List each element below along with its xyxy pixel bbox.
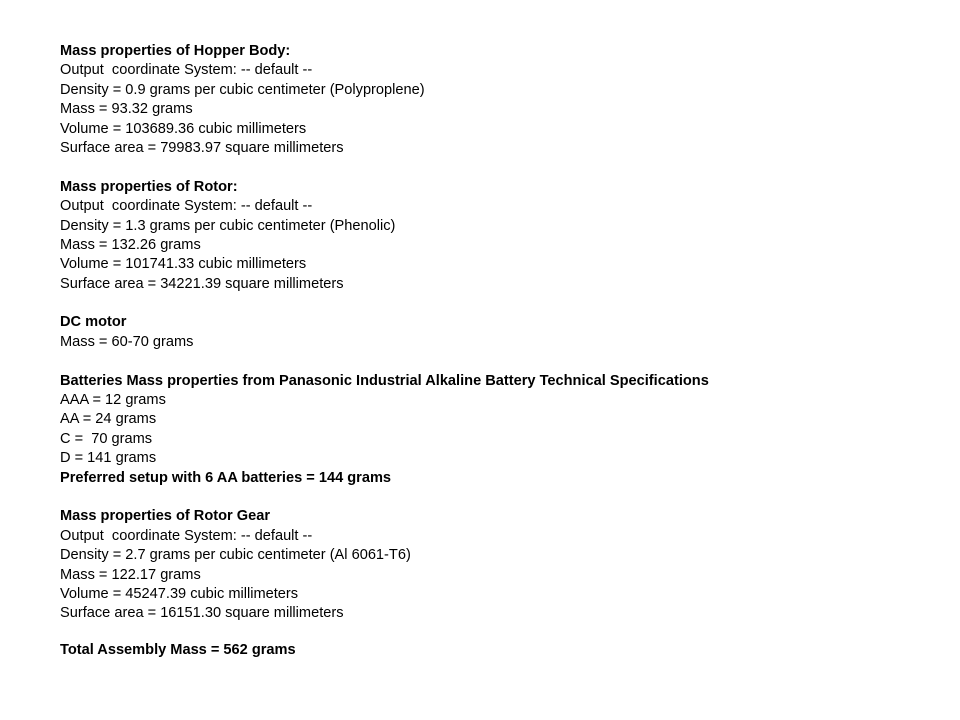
hopper-volume: Volume = 103689.36 cubic millimeters bbox=[60, 120, 307, 137]
total-section bbox=[60, 641, 920, 660]
batteries-section bbox=[60, 372, 920, 488]
hopper-surface-area: Surface area = 79983.97 square millimeters bbox=[60, 139, 344, 156]
hopper-density: Density = 0.9 grams per cubic centimeter (Polyproplene) bbox=[60, 81, 425, 98]
rotor-gear-volume: Volume = 45247.39 cubic millimeters bbox=[60, 585, 299, 602]
dc-motor-title: DC motor bbox=[60, 314, 127, 331]
hopper-body-title: Mass properties of Hopper Body: bbox=[60, 43, 291, 59]
rotor-title: Mass properties of Rotor: bbox=[60, 178, 238, 195]
preferred-battery-setup: Preferred setup with 6 AA batteries = 144 grams bbox=[60, 469, 392, 486]
rotor-coordinate-system: Output coordinate System: -- default -- bbox=[60, 198, 313, 215]
rotor-density: Density = 1.3 grams per cubic centimeter (Phenolic) bbox=[60, 217, 396, 234]
battery-aa-mass: AA = 24 grams bbox=[60, 411, 157, 428]
rotor-volume: Volume = 101741.33 cubic millimeters bbox=[60, 256, 307, 273]
rotor-gear-section bbox=[60, 507, 920, 623]
rotor-gear-title: Mass properties of Rotor Gear bbox=[60, 508, 271, 525]
total-assembly-mass: Total Assembly Mass = 562 grams bbox=[60, 642, 296, 659]
hopper-coordinate-system: Output coordinate System: -- default -- bbox=[60, 62, 313, 79]
battery-d-mass: D = 141 grams bbox=[60, 450, 157, 467]
rotor-gear-mass: Mass = 122.17 grams bbox=[60, 566, 201, 583]
rotor-gear-coordinate-system: Output coordinate System: -- default -- bbox=[60, 527, 313, 544]
battery-c-mass: C = 70 grams bbox=[60, 430, 153, 447]
rotor-surface-area: Surface area = 34221.39 square millimeters bbox=[60, 275, 344, 292]
dc-motor-mass: Mass = 60-70 grams bbox=[60, 333, 194, 350]
batteries-title: Batteries Mass properties from Panasonic Industrial Alkaline Battery Technical Specifications bbox=[60, 372, 709, 389]
rotor-gear-density: Density = 2.7 grams per cubic centimeter (Al 6061-T6) bbox=[60, 547, 411, 564]
mass-properties-text bbox=[60, 42, 920, 661]
hopper-body-section bbox=[60, 42, 920, 158]
rotor-section bbox=[60, 178, 920, 294]
dc-motor-section bbox=[60, 313, 920, 352]
battery-aaa-mass: AAA = 12 grams bbox=[60, 392, 166, 409]
hopper-mass: Mass = 93.32 grams bbox=[60, 101, 193, 118]
rotor-gear-surface-area: Surface area = 16151.30 square millimeters bbox=[60, 605, 344, 622]
rotor-mass: Mass = 132.26 grams bbox=[60, 236, 201, 253]
